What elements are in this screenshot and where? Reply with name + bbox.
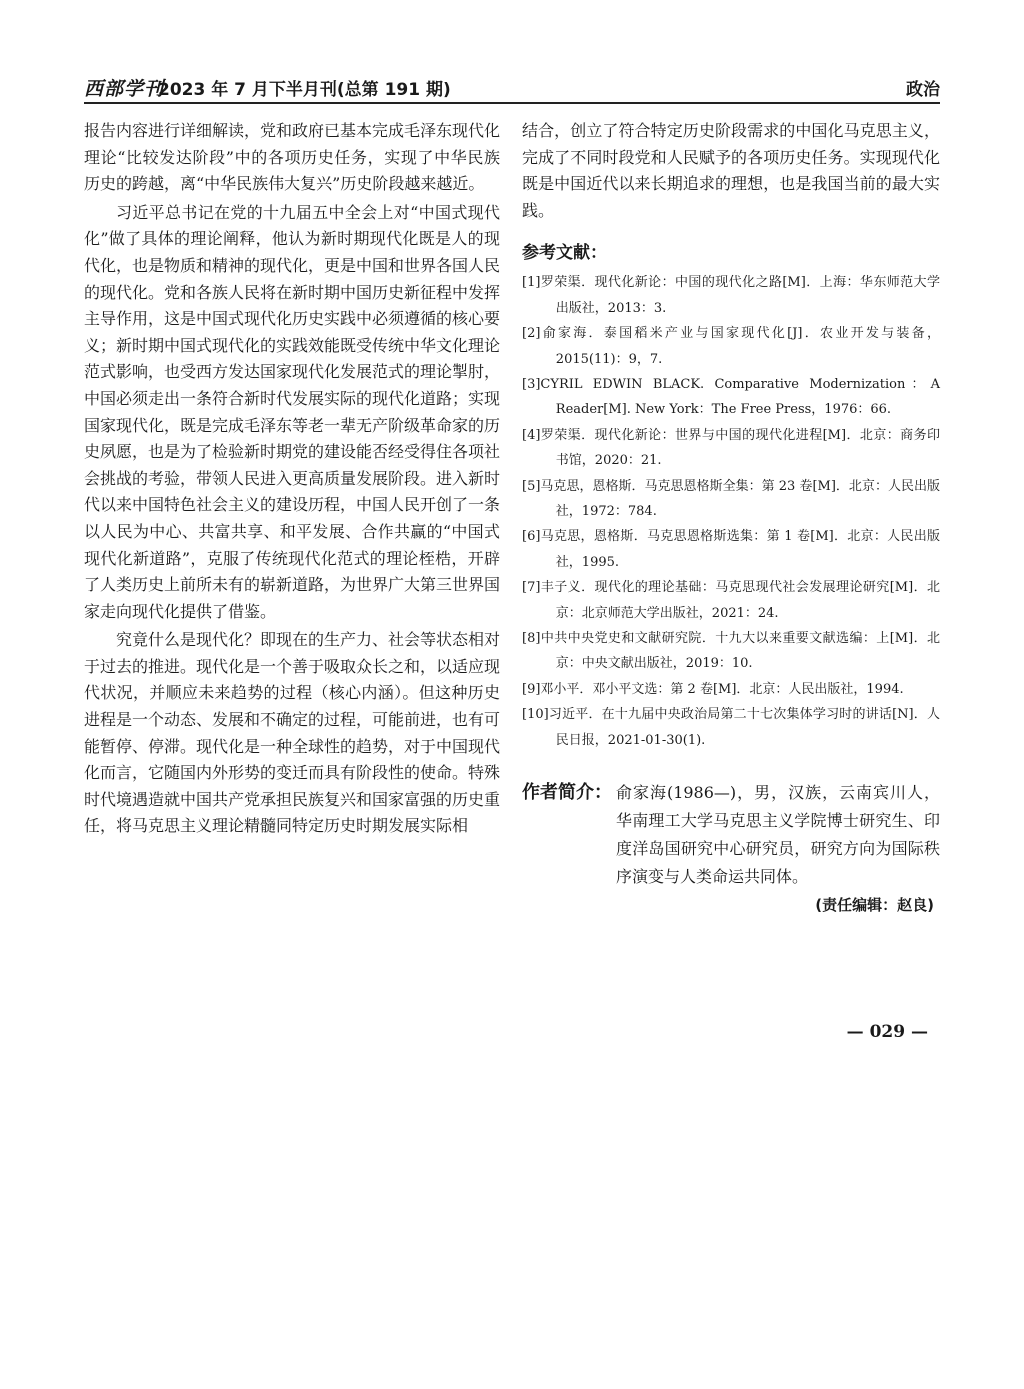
right-column bbox=[522, 118, 940, 919]
reference-item: [2]俞家海．泰国稻米产业与国家现代化[J]．农业开发与装备，2015(11)：9，7. bbox=[522, 326, 940, 367]
page-header bbox=[84, 72, 940, 100]
reference-item: [6]马克思，恩格斯．马克思恩格斯选集：第 1 卷[M]．北京：人民出版社，1995. bbox=[522, 529, 940, 570]
references-title: 参考文献： bbox=[522, 243, 607, 264]
body-paragraph: 究竟什么是现代化？即现在的生产力、社会等状态相对于过去的推进。现代化是一个善于吸取众长之和，以适应现代状况，并顺应未来趋势的过程（核心内涵）。但这种历史进程是一个动态、发展和不确定的过程，可能前进，也有可能暂停、停滞。现代化是一种全球性的趋势，对于中国现代化而言，它随国内外形势的变迁而具有阶段性的使命。特殊时代境遇造就中国共产党承担民族复兴和国家富强的历史重任，将马克思主义理论精髓同特定历史时期发展实际相 bbox=[84, 630, 501, 836]
issue-info: 2023 年 7 月下半月刊(总第 191 期) bbox=[158, 80, 451, 100]
section-name: 政治 bbox=[906, 80, 940, 100]
reference-item: [8]中共中央党史和文献研究院．十九大以来重要文献选编：上[M]．北京：中央文献出版社，2019：10. bbox=[522, 631, 940, 672]
author-label: 作者简介： bbox=[522, 782, 612, 804]
reference-item: [10]习近平．在十九届中央政治局第二十七次集体学习时的讲话[N]．人民日报，2021-01-30(1). bbox=[522, 707, 940, 748]
page-number: — 029 — bbox=[846, 1022, 928, 1042]
reference-item: [5]马克思，恩格斯．马克思恩格斯全集：第 23 卷[M]．北京：人民出版社，1972：784. bbox=[522, 478, 940, 520]
body-paragraph: 习近平总书记在党的十九届五中全会上对“中国式现代化”做了具体的理论阐释，他认为新时期现代化既是人的现代化，也是物质和精神的现代化，更是中国和世界各国人民的现代化。党和各族人民将在新时期中国历史新征程中发挥主导作用，这是中国式现代化历史实践中必须遵循的核心要义；新时期中国式现代化的实践效能既受传统中华文化理论范式影响，也受西方发达国家现代化发展范式的理论掣肘，中国必须走出一条符合新时代发展实际的现代化道路；实现国家现代化，既是完成毛泽东等老一辈无产阶级革命家的历史夙愿，也是为了检验新时期党的建设能否经受得住各项社会挑战的考验，带领人民进入更高质量发展阶段。进入新时代以来中国特色社会主义的建设历程，中国人民开创了一条以人民为中心、共富共享、和平发展、合作共赢的“中国式现代化新道路”，克服了传统现代化范式的理论桎梏，开辟了人类历史上前所未有的崭新道路，为世界广大第三世界国家走向现代化提供了借鉴。 bbox=[84, 202, 501, 621]
reference-item: [7]丰子义．现代化的理论基础：马克思现代社会发展理论研究[M]．北京：北京师范大学出版社，2021：24. bbox=[522, 580, 940, 621]
reference-item: [1]罗荣渠．现代化新论：中国的现代化之路[M]．上海：华东师范大学出版社，2013：3. bbox=[522, 275, 940, 316]
reference-item: [3]CYRIL EDWIN BLACK. Comparative Modernization：A Reader[M]. New York：The Free Press，1976：66. bbox=[522, 377, 940, 418]
reference-item: [4]罗荣渠．现代化新论：世界与中国的现代化进程[M]．北京：商务印书馆，2020：21. bbox=[522, 427, 940, 469]
body-paragraph: 结合，创立了符合特定历史阶段需求的中国化马克思主义，完成了不同时段党和人民赋予的各项历史任务。实现现代化既是中国近代以来长期追求的理想，也是我国当前的最大实践。 bbox=[522, 121, 940, 220]
author-profile bbox=[522, 779, 940, 891]
header-divider bbox=[84, 102, 940, 104]
reference-item: [9]邓小平．邓小平文选：第 2 卷[M]．北京：人民出版社，1994. bbox=[522, 681, 904, 697]
left-column bbox=[84, 118, 500, 842]
body-paragraph: 报告内容进行详细解读，党和政府已基本完成毛泽东现代化理论“比较发达阶段”中的各项历史任务，实现了中华民族历史的跨越，离“中华民族伟大复兴”历史阶段越来越近。 bbox=[84, 121, 501, 194]
journal-logo: 西部学刊 bbox=[84, 78, 165, 100]
author-bio: 俞家海(1986—)，男，汉族，云南宾川人，华南理工大学马克思主义学院博士研究生、印度洋岛国研究中心研究员，研究方向为国际秩序演变与人类命运共同体。 bbox=[616, 783, 940, 887]
editor-note: (责任编辑：赵良) bbox=[815, 896, 934, 915]
references-list bbox=[522, 270, 940, 753]
